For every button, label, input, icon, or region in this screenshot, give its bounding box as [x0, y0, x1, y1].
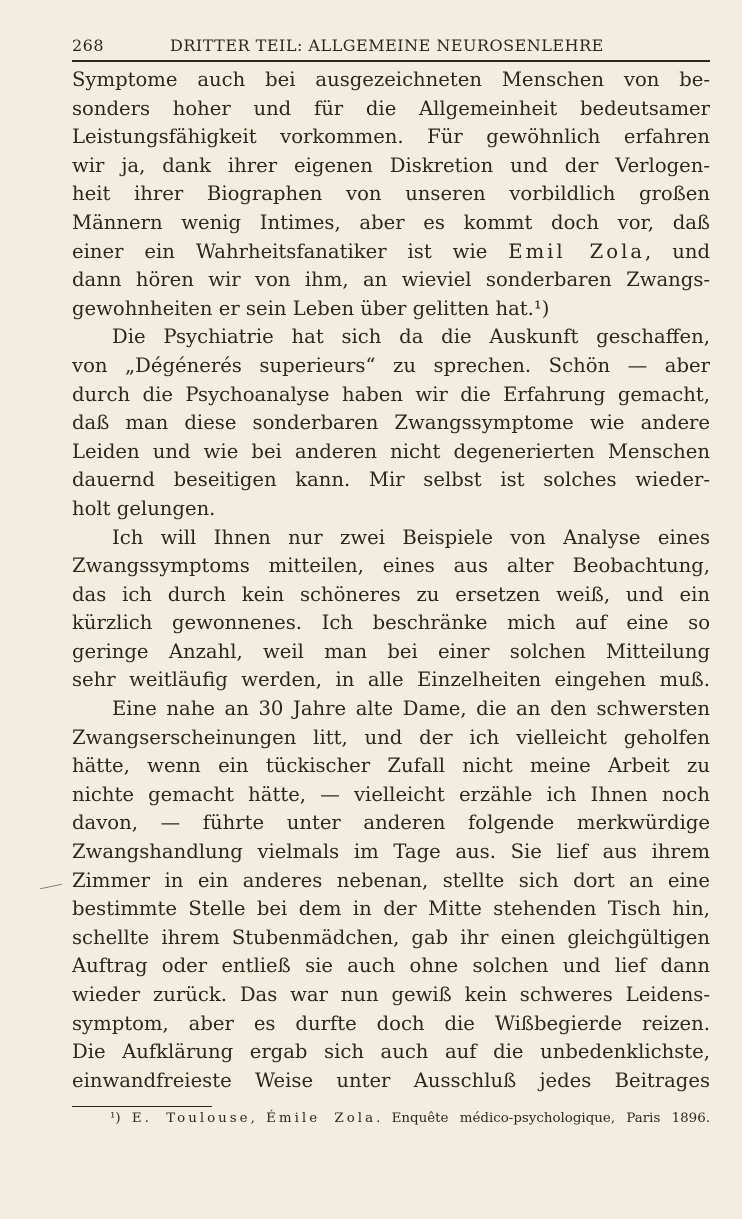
footnote: [110, 1110, 710, 1128]
text-line: das ich durch kein schöneres zu ersetzen weiß, und ein: [72, 582, 710, 606]
text-line: durch die Psychoanalyse haben wir die Erfahrung gemacht,: [72, 382, 710, 406]
text-line: davon, — führte unter anderen folgende merkwürdige: [72, 811, 710, 835]
text-line: Zimmer in ein anderes nebenan, stellte sich dort an eine: [72, 868, 710, 892]
text-line: wir ja, dank ihrer eigenen Diskretion und der Verlogen-: [72, 153, 710, 177]
text-line: dauernd beseitigen kann. Mir selbst ist solches wieder-: [72, 468, 710, 492]
text-line: von „Dégénerés superieurs“ zu sprechen. Schön — aber: [72, 353, 710, 377]
text-line: sehr weitläufig werden, in alle Einzelheiten eingehen muß.: [72, 668, 710, 692]
text-line: Eine nahe an 30 Jahre alte Dame, die an den schwersten: [112, 697, 710, 721]
text-line: Symptome auch bei ausgezeichneten Menschen von be-: [72, 68, 710, 91]
text-line: wieder zurück. Das war nun gewiß kein schweres Leidens-: [72, 983, 710, 1006]
text-line: Ich will Ihnen nur zwei Beispiele von Analyse eines: [112, 525, 710, 549]
text-line: nichte gemacht hätte, — vielleicht erzähle ich Ihnen noch: [72, 782, 710, 806]
text-line: Zwangssymptoms mitteilen, eines aus alter Beobachtung,: [72, 554, 710, 578]
text-line: Auftrag oder entließ sie auch ohne solchen und lief dann: [72, 954, 710, 978]
margin-pencil-mark: [40, 884, 62, 890]
text-line: Zwangserscheinungen litt, und der ich vielleicht geholfen: [72, 725, 710, 749]
footnote-author: E. Toulouse: [131, 1111, 251, 1126]
body-text: [72, 66, 710, 1095]
text-line: Leiden und wie bei anderen nicht degenerierten Menschen: [72, 439, 710, 463]
page-number: 268: [72, 36, 105, 55]
text-line: hätte, wenn ein tückischer Zufall nicht meine Arbeit zu: [72, 754, 710, 778]
footnote-marker: ¹): [110, 1111, 132, 1126]
running-title: DRITTER TEIL: ALLGEMEINE NEUROSENLEHRE: [170, 36, 604, 55]
text-line: Die Aufklärung ergab sich auch auf die unbedenklichste,: [72, 1040, 710, 1064]
text-line: Die Psychiatrie hat sich da die Auskunft geschaffen,: [112, 325, 710, 349]
spaced-name: Emil Zola: [508, 239, 646, 263]
text-line: dann hören wir von ihm, an wieviel sonderbaren Zwangs-: [72, 268, 710, 292]
text-line: Männern wenig Intimes, aber es kommt doch vor, daß: [72, 210, 710, 234]
footnote-subject: Émile Zola: [266, 1111, 377, 1126]
text-line: daß man diese sonderbaren Zwangssymptome wie andere: [72, 411, 710, 435]
footnote-rule: [72, 1106, 212, 1107]
text-line: geringe Anzahl, weil man bei einer solchen Mitteilung: [72, 639, 710, 663]
text-line: heit ihrer Biographen von unseren vorbildlich großen: [72, 182, 710, 206]
text-line: Leistungsfähigkeit vorkommen. Für gewöhnlich erfahren: [72, 125, 710, 149]
footnote-citation: . Enquête médico-psychologique, Paris 1896.: [376, 1111, 710, 1126]
text-segment: , und: [645, 239, 710, 263]
running-header: [72, 36, 710, 62]
text-segment: einer ein Wahrheitsfanatiker ist wie: [72, 239, 509, 263]
text-line: Zwangshandlung vielmals im Tage aus. Sie lief aus ihrem: [72, 840, 710, 864]
text-line: holt gelungen.: [72, 496, 216, 520]
text-line: [72, 238, 710, 267]
text-line: symptom, aber es durfte doch die Wißbegierde reizen.: [72, 1011, 710, 1035]
text-line: gewohnheiten er sein Leben über gelitten hat.¹): [72, 296, 550, 320]
text-line: sonders hoher und für die Allgemeinheit bedeutsamer: [72, 96, 710, 120]
text-line: bestimmte Stelle bei dem in der Mitte stehenden Tisch hin,: [72, 897, 710, 921]
text-line: schellte ihrem Stubenmädchen, gab ihr einen gleichgültigen: [72, 925, 710, 949]
footnote-separator: ,: [250, 1111, 267, 1126]
text-line: einwandfreieste Weise unter Ausschluß jedes Beitrages: [72, 1068, 710, 1092]
text-line: kürzlich gewonnenes. Ich beschränke mich auf eine so: [72, 611, 710, 635]
